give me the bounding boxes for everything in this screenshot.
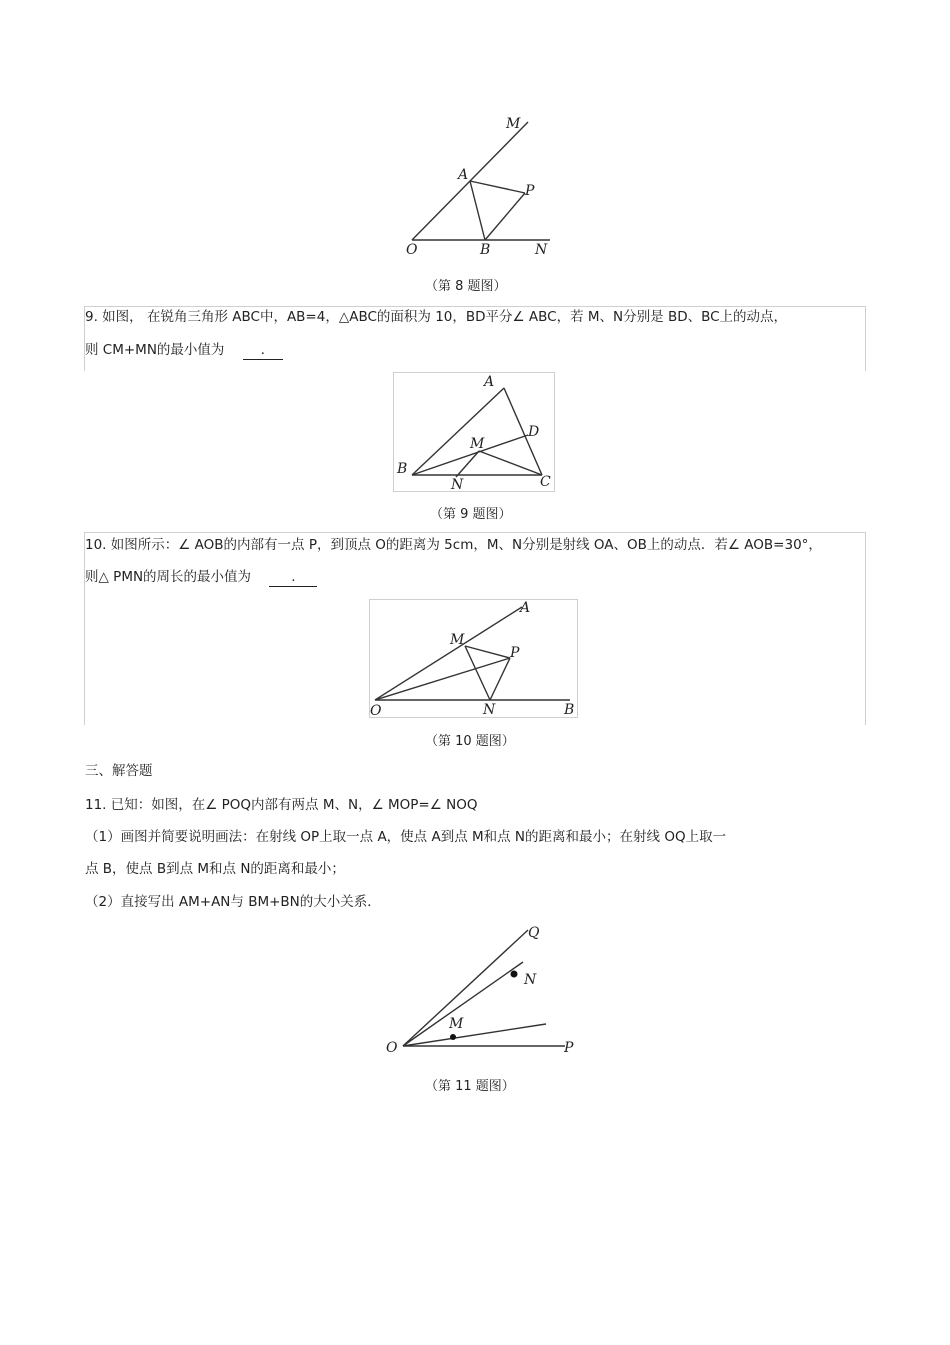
label-p: P (510, 645, 520, 661)
figure-11 (383, 920, 583, 1060)
question-10-answer-blank[interactable]: . (269, 568, 317, 587)
ray-on (403, 962, 523, 1046)
question-9-line-1: 9. 如图， 在锐角三角形 ABC中，AB=4，△ABC的面积为 10，BD平分∠ ABC，若 M、N分别是 BD、BC上的动点， (85, 309, 788, 325)
question-10-prefix: 则△ PMN的周长的最小值为 (85, 569, 252, 585)
question-11-part2: （2）直接写出 AM+AN与 BM+BN的大小关系． (85, 894, 381, 910)
label-p: P (564, 1040, 574, 1056)
label-o: O (406, 242, 418, 258)
label-a: A (484, 374, 495, 390)
label-a: A (458, 167, 469, 183)
point-m-dot (450, 1034, 456, 1040)
label-b: B (564, 702, 575, 718)
label-q: Q (528, 925, 540, 941)
figure-10 (369, 599, 578, 718)
label-a: A (520, 600, 531, 616)
ray-oa (375, 607, 522, 700)
question-11-intro: 11. 已知：如图，在∠ POQ内部有两点 M、N，∠ MOP=∠ NOQ (85, 797, 478, 813)
question-9-prefix: 则 CM+MN的最小值为 (85, 342, 225, 358)
segment-mn (465, 646, 490, 700)
label-n: N (524, 972, 537, 988)
label-p: P (525, 183, 535, 199)
label-o: O (386, 1040, 398, 1056)
label-m: M (450, 632, 465, 648)
label-n: N (451, 477, 464, 492)
question-11-part1-line-1: （1）画图并简要说明画法：在射线 OP上取一点 A，使点 A到点 M和点 N的距离和最小；在射线 OQ上取一 (85, 829, 727, 845)
ray-oq (403, 930, 528, 1046)
figure-8 (400, 110, 560, 260)
question-10-line-2 (85, 568, 317, 587)
ray-om (403, 1024, 546, 1046)
figure-8-caption: （第 8 题图） (425, 279, 507, 294)
label-m: M (506, 116, 521, 132)
figure-9 (393, 372, 555, 492)
segment-pb (485, 193, 525, 240)
figure-9-caption: （第 9 题图） (430, 507, 512, 522)
segment-op (375, 658, 510, 700)
label-d: D (528, 424, 540, 440)
label-o: O (370, 703, 382, 718)
label-m: M (470, 436, 485, 452)
segment-ap (470, 181, 525, 193)
label-m: M (449, 1016, 464, 1032)
segment-ab (470, 181, 485, 240)
section-heading: 三、解答题 (85, 763, 153, 779)
question-11-part1-line-2: 点 B，使点 B到点 M和点 N的距离和最小； (85, 861, 345, 877)
segment-mp (465, 646, 510, 658)
label-b: B (397, 461, 408, 477)
segment-mn (456, 451, 479, 477)
segment-pn (490, 658, 510, 700)
label-b: B (480, 242, 491, 258)
label-n: N (535, 242, 548, 258)
label-n: N (483, 702, 496, 718)
question-9-line-2 (85, 341, 283, 360)
point-n-dot (511, 971, 518, 978)
question-9-answer-blank[interactable]: . (243, 341, 283, 360)
side-ba (412, 388, 504, 475)
figure-10-caption: （第 10 题图） (425, 734, 515, 749)
label-c: C (540, 474, 551, 490)
figure-11-caption: （第 11 题图） (425, 1079, 515, 1094)
question-10-line-1: 10. 如图所示：∠ AOB的内部有一点 P，到顶点 O的距离为 5cm，M、N分别是射线 OA、OB上的动点．若∠ AOB=30°， (85, 537, 822, 553)
